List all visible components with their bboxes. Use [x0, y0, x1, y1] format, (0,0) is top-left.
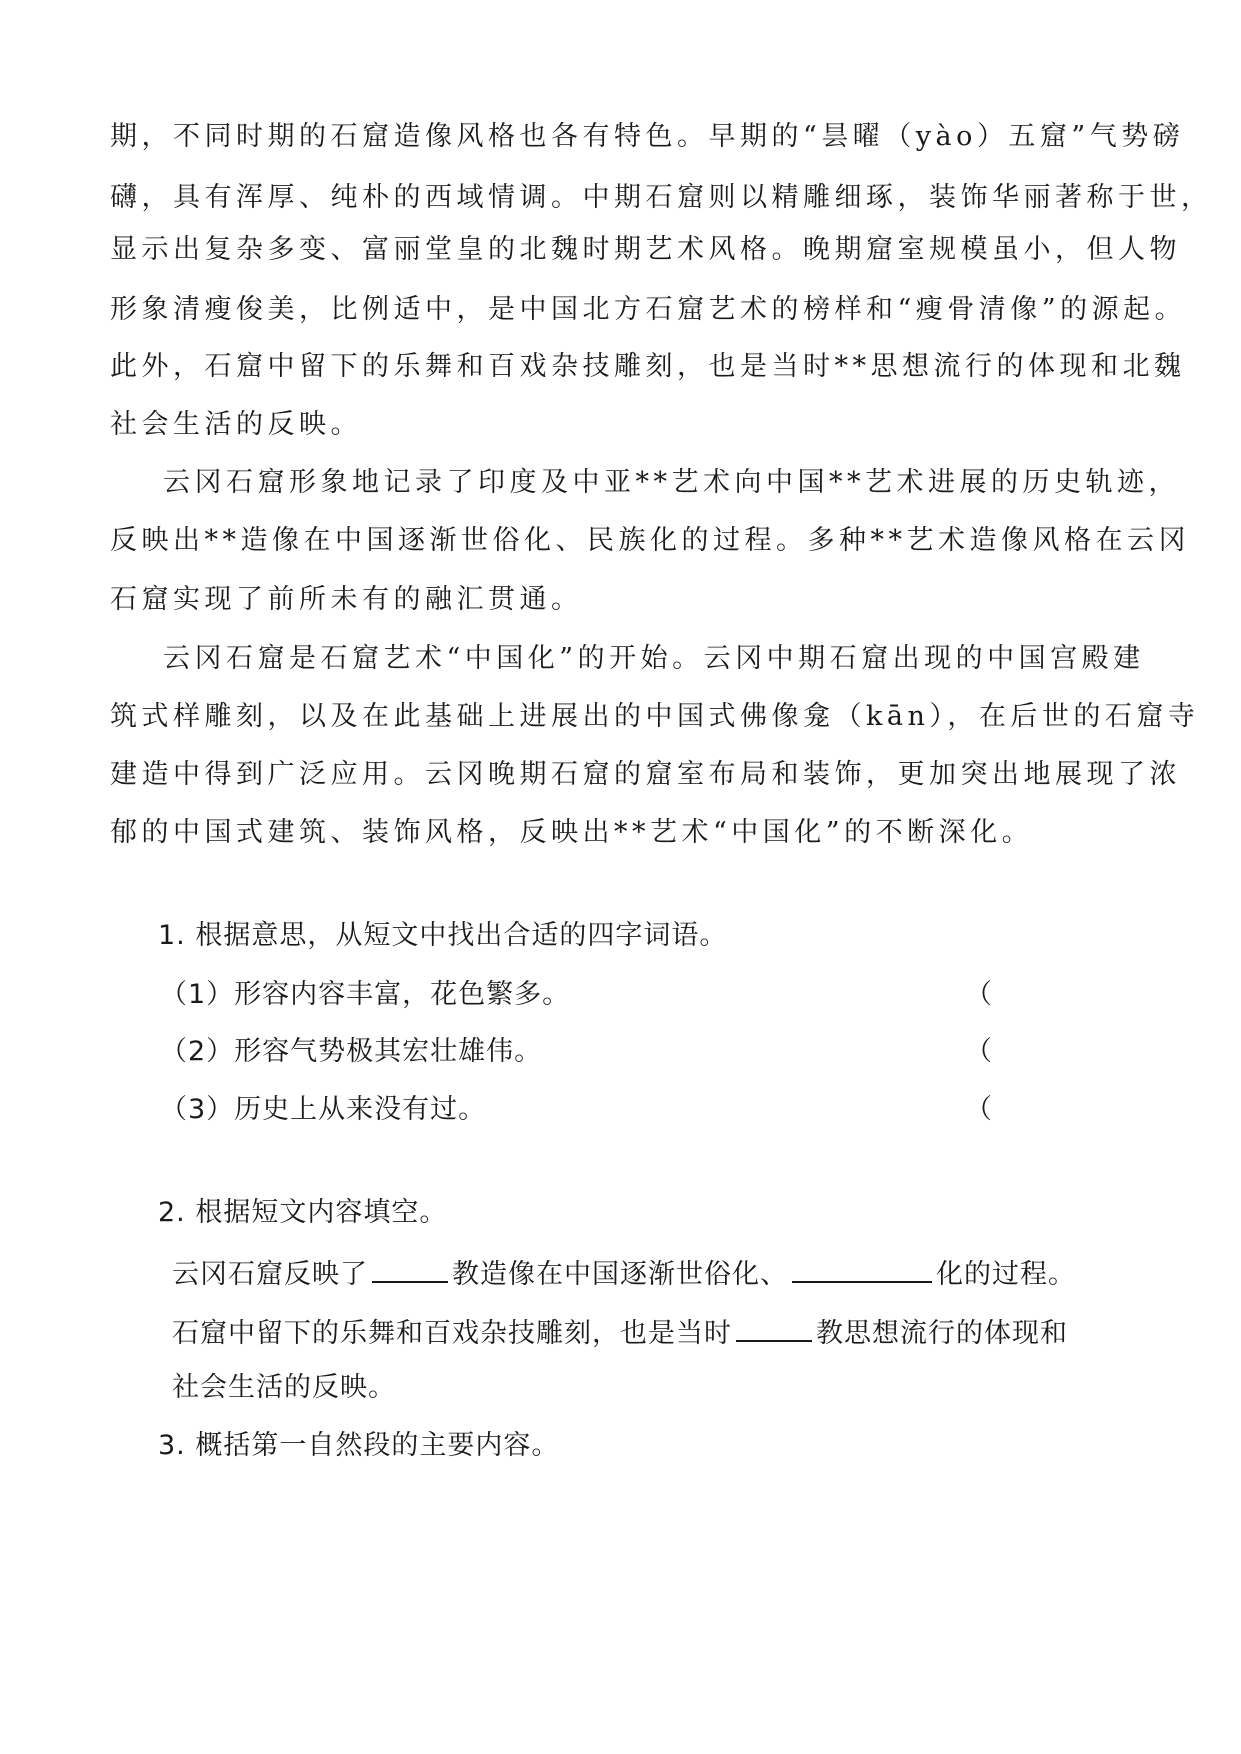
q2-text-1c: 化的过程。 — [936, 1259, 1076, 1290]
passage-p1-line-6: 社会生活的反映。 — [110, 409, 362, 440]
passage-p1-line-2: 礴，具有浑厚、纯朴的西域情调。中期石窟则以精雕细琢，装饰华丽著称于世， — [110, 182, 1213, 213]
fill-blank-1[interactable] — [372, 1251, 448, 1283]
passage-p1-line-1: 期，不同时期的石窟造像风格也各有特色。早期的“昙曜（yào）五窟”气势磅 — [110, 121, 1185, 152]
passage-p3-line-3: 建造中得到广泛应用。云冈晚期石窟的窟室布局和装饰，更加突出地展现了浓 — [110, 759, 1181, 790]
q2-text-2b: 教思想流行的体现和 — [816, 1318, 1068, 1349]
passage-p1-line-3: 显示出复杂多变、富丽堂皇的北魏时期艺术风格。晚期窟室规模虽小，但人物 — [110, 234, 1181, 265]
question-2-line-2 — [172, 1310, 1068, 1354]
passage-p1-line-5: 此外，石窟中留下的乐舞和百戏杂技雕刻，也是当时**思想流行的体现和北魏 — [110, 351, 1186, 382]
q2-text-1b: 教造像在中国逐渐世俗化、 — [452, 1259, 788, 1290]
answer-bracket-3[interactable]: （ — [965, 1094, 992, 1125]
passage-p2-line-1: 云冈石窟形象地记录了印度及中亚**艺术向中国**艺术进展的历史轨迹， — [163, 467, 1180, 498]
question-2-line-1 — [172, 1251, 1076, 1295]
q2-text-2a: 石窟中留下的乐舞和百戏杂技雕刻，也是当时 — [172, 1318, 732, 1349]
passage-p1-line-4: 形象清瘦俊美，比例适中，是中国北方石窟艺术的榜样和“瘦骨清像”的源起。 — [110, 294, 1187, 325]
passage-p2-line-3: 石窟实现了前所未有的融汇贯通。 — [110, 584, 583, 615]
q2-text-1a: 云冈石窟反映了 — [172, 1259, 368, 1290]
fill-blank-3[interactable] — [736, 1310, 812, 1342]
passage-p3-line-2: 筑式样雕刻，以及在此基础上进展出的中国式佛像龛（kān），在后世的石窟寺 — [110, 701, 1200, 732]
passage-p2-line-2: 反映出**造像在中国逐渐世俗化、民族化的过程。多种**艺术造像风格在云冈 — [110, 525, 1190, 556]
answer-bracket-2[interactable]: （ — [965, 1036, 992, 1067]
question-1-item-1: （1）形容内容丰富，花色繁多。 — [160, 979, 571, 1010]
question-2-title: 2. 根据短文内容填空。 — [158, 1197, 448, 1228]
question-2-line-3: 社会生活的反映。 — [172, 1372, 396, 1403]
answer-bracket-1[interactable]: （ — [965, 979, 992, 1010]
question-1-item-2: （2）形容气势极其宏壮雄伟。 — [160, 1036, 543, 1067]
fill-blank-2[interactable] — [792, 1251, 932, 1283]
question-1-item-3: （3）历史上从来没有过。 — [160, 1094, 487, 1125]
question-3-title: 3. 概括第一自然段的主要内容。 — [158, 1430, 560, 1461]
passage-p3-line-4: 郁的中国式建筑、装饰风格，反映出**艺术“中国化”的不断深化。 — [110, 817, 1034, 848]
passage-p3-line-1: 云冈石窟是石窟艺术“中国化”的开始。云冈中期石窟出现的中国宫殿建 — [163, 643, 1145, 674]
question-1-title: 1. 根据意思，从短文中找出合适的四字词语。 — [158, 920, 728, 951]
